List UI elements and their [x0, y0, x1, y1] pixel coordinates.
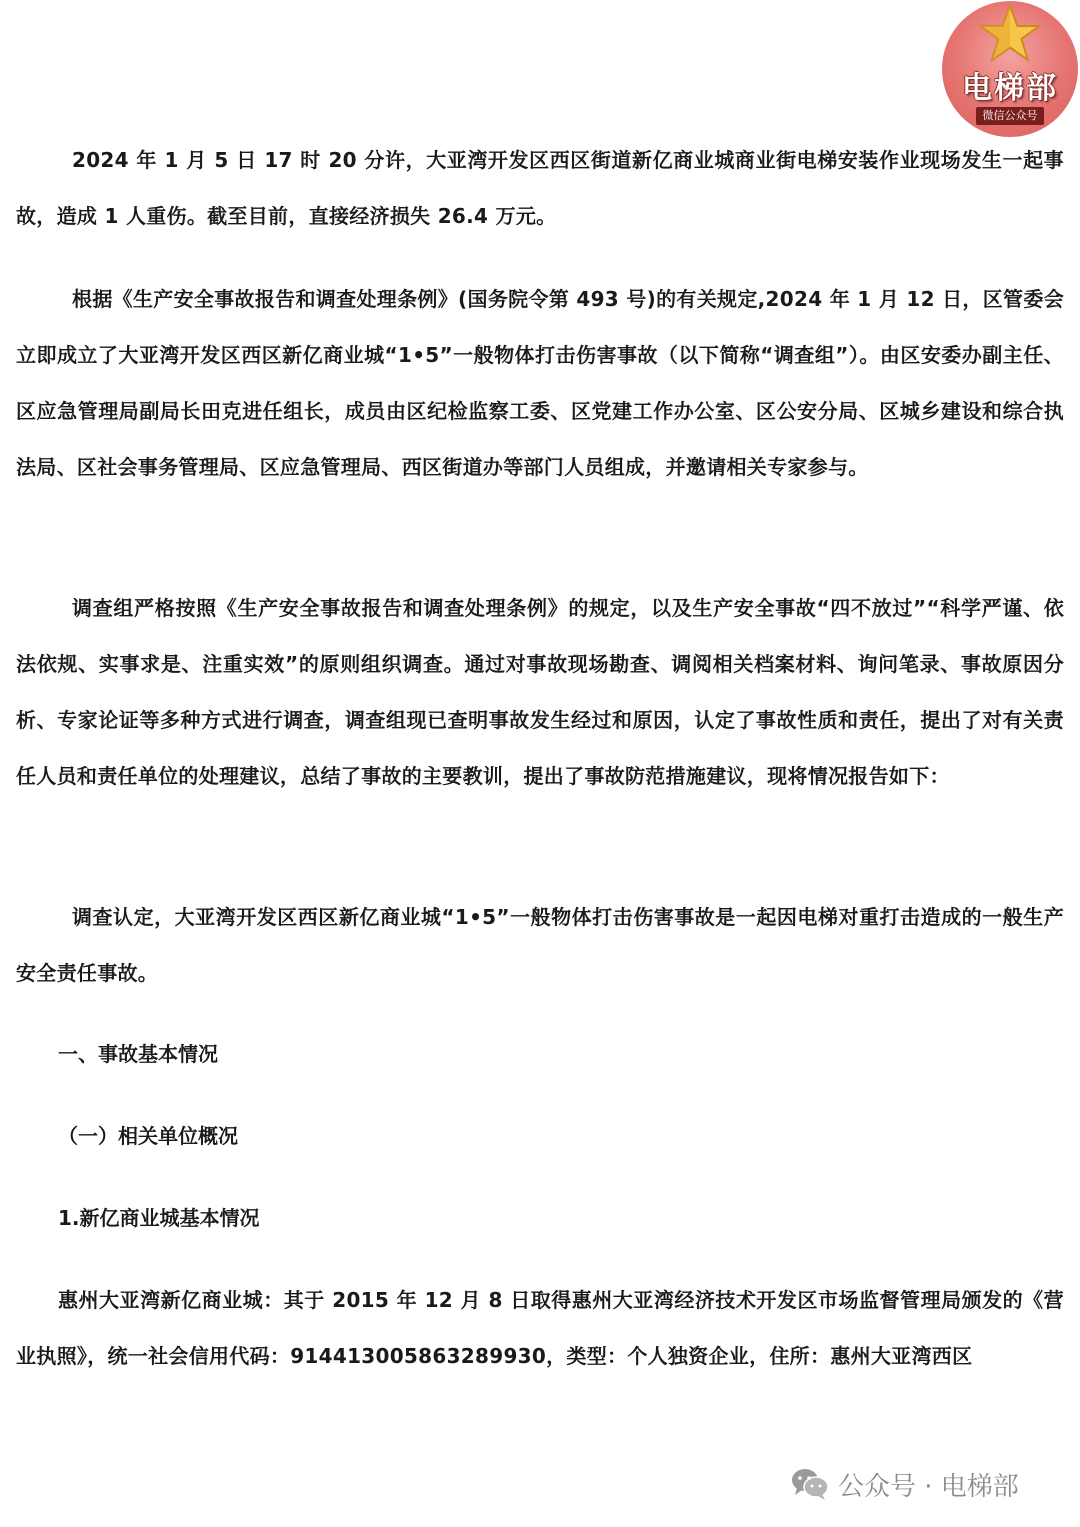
logo-subtitle: 微信公众号	[976, 107, 1044, 125]
paragraph-investigation-principles: 调查组严格按照《生产安全事故报告和调查处理条例》的规定，以及生产安全事故“四不放过”“科学严谨、依法依规、实事求是、注重实效”的原则组织调查。通过对事故现场勘查、调阅相关档案材料、询问笔录、事故原因分析、专家论证等多种方式进行调查，调查组现已查明事故发生经过和原因，认定了事故性质和责任，提出了对有关责任人员和责任单位的处理建议，总结了事故的主要教训，提出了事故防范措施建议，现将情况报告如下：	[16, 596, 1064, 788]
star-icon	[978, 3, 1042, 67]
subsection-heading-units: （一）相关单位概况	[58, 1124, 238, 1148]
logo-title: 电梯部	[962, 71, 1058, 106]
paragraph-incident-summary: 2024 年 1 月 5 日 17 时 20 分许，大亚湾开发区西区街道新亿商业城商业街电梯安装作业现场发生一起事故，造成 1 人重伤。截至目前，直接经济损失 26.4 万元。	[16, 148, 1064, 228]
section-heading-basic-info: 一、事故基本情况	[58, 1042, 218, 1066]
subsection-heading-company: 1.新亿商业城基本情况	[58, 1206, 260, 1230]
footer-text: 公众号 · 电梯部	[838, 1471, 1019, 1502]
paragraph-investigation-team: 根据《生产安全事故报告和调查处理条例》(国务院令第 493 号)的有关规定,2024 年 1 月 12 日，区管委会立即成立了大亚湾开发区西区新亿商业城“1•5”一般物体打击伤害事故（以下简称“调查组”）。由区安委办副主任、区应急管理局副局长田克进任组长，成员由区纪检监察工委、区党建工作办公室、区公安分局、区城乡建设和综合执法局、区社会事务管理局、区应急管理局、西区街道办等部门人员组成，并邀请相关专家参与。	[16, 287, 1064, 479]
footer-watermark	[790, 1462, 1019, 1506]
paragraph-company-info: 惠州大亚湾新亿商业城：其于 2015 年 12 月 8 日取得惠州大亚湾经济技术开发区市场监督管理局颁发的《营业执照》，统一社会信用代码：914413005863289930，类型：个人独资企业，住所：惠州大亚湾西区	[16, 1288, 1064, 1368]
wechat-icon	[790, 1467, 830, 1501]
paragraph-investigation-conclusion: 调查认定，大亚湾开发区西区新亿商业城“1•5”一般物体打击伤害事故是一起因电梯对重打击造成的一般生产安全责任事故。	[16, 905, 1064, 985]
logo-seal	[942, 1, 1078, 137]
